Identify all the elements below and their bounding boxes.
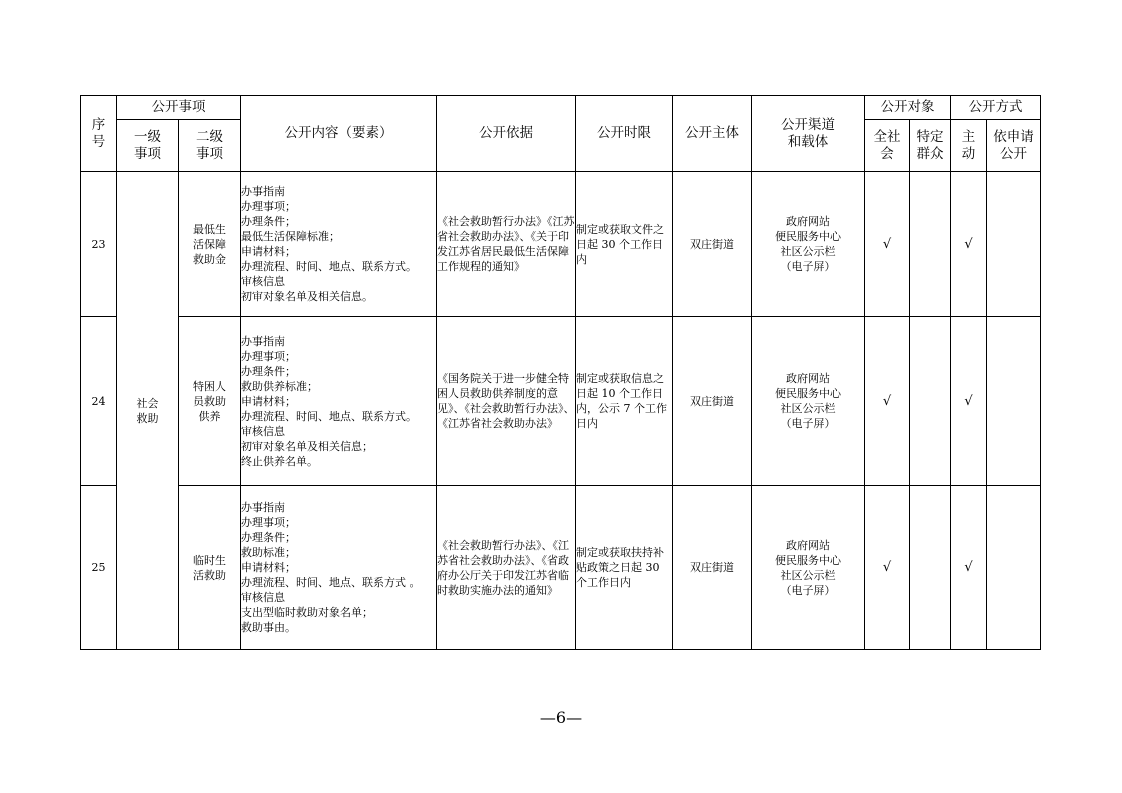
row-seq: 25: [81, 486, 117, 650]
row-seq: 23: [81, 172, 117, 317]
row-level2: 特困人 员救助 供养: [179, 317, 241, 486]
row-target-all-check: √: [865, 172, 910, 317]
row-time-limit: 制定或获取信息之日起 10 个工作日内，公示 7 个工作日内: [576, 317, 673, 486]
row-method-active-check: √: [951, 317, 987, 486]
row-content: 办事指南 办理事项； 办理条件； 救助标准； 申请材料； 办理流程、时间、地点、联系方式 。 审核信息 支出型临时救助对象名单； 救助事由。: [241, 486, 437, 650]
row-subject: 双庄街道: [673, 486, 752, 650]
page-number: —6—: [539, 708, 583, 727]
table-row: [81, 486, 1041, 650]
header-method-request: 依申请 公开: [987, 120, 1041, 172]
header-subject: 公开主体: [673, 96, 752, 172]
row-level2: 临时生 活救助: [179, 486, 241, 650]
header-basis: 公开依据: [437, 96, 576, 172]
table-row: [81, 317, 1041, 486]
header-level2: 二级 事项: [179, 120, 241, 172]
header-method-active: 主 动: [951, 120, 987, 172]
row-method-active-check: √: [951, 172, 987, 317]
header-target-specific: 特定 群众: [910, 120, 951, 172]
header-level1: 一级 事项: [117, 120, 179, 172]
row-seq: 24: [81, 317, 117, 486]
row-content: 办事指南 办理事项； 办理条件； 最低生活保障标准； 申请材料； 办理流程、时间、地点、联系方式。 审核信息 初审对象名单及相关信息。: [241, 172, 437, 317]
row-target-specific: [910, 172, 951, 317]
header-time-limit: 公开时限: [576, 96, 673, 172]
row-channel: 政府网站 便民服务中心 社区公示栏 （电子屏）: [752, 486, 865, 650]
row-level2: 最低生 活保障 救助金: [179, 172, 241, 317]
header-seq: 序 号: [81, 96, 117, 172]
row-target-all-check: √: [865, 486, 910, 650]
row-channel: 政府网站 便民服务中心 社区公示栏 （电子屏）: [752, 317, 865, 486]
disclosure-table: [80, 95, 1041, 650]
row-target-all-check: √: [865, 317, 910, 486]
row-method-request: [987, 317, 1041, 486]
header-target-all: 全社 会: [865, 120, 910, 172]
row-basis: 《国务院关于进一步健全特困人员救助供养制度的意见》、《社会救助暂行办法》、《江苏省社会救助办法》: [437, 317, 576, 486]
header-target: 公开对象: [865, 96, 951, 120]
row-subject: 双庄街道: [673, 317, 752, 486]
row-basis: 《社会救助暂行办法》、《江苏省社会救助办法》、《省政府办公厅关于印发江苏省临时救助实施办法的通知》: [437, 486, 576, 650]
header-content: 公开内容（要素）: [241, 96, 437, 172]
header-public-matter: 公开事项: [117, 96, 241, 120]
header-channel: 公开渠道 和载体: [752, 96, 865, 172]
row-time-limit: 制定或获取扶持补贴政策之日起 30 个工作日内: [576, 486, 673, 650]
row-subject: 双庄街道: [673, 172, 752, 317]
row-time-limit: 制定或获取文件之日起 30 个工作日内: [576, 172, 673, 317]
row-basis: 《社会救助暂行办法》《江苏省社会救助办法》、《关于印发江苏省居民最低生活保障工作规程的通知》: [437, 172, 576, 317]
row-method-request: [987, 486, 1041, 650]
row-target-specific: [910, 317, 951, 486]
header-method: 公开方式: [951, 96, 1041, 120]
row-target-specific: [910, 486, 951, 650]
level1-group: 社会 救助: [117, 172, 179, 650]
table-row: [81, 172, 1041, 317]
row-method-request: [987, 172, 1041, 317]
row-channel: 政府网站 便民服务中心 社区公示栏 （电子屏）: [752, 172, 865, 317]
row-method-active-check: √: [951, 486, 987, 650]
row-content: 办事指南 办理事项； 办理条件； 救助供养标准； 申请材料； 办理流程、时间、地点、联系方式。 审核信息 初审对象名单及相关信息； 终止供养名单。: [241, 317, 437, 486]
